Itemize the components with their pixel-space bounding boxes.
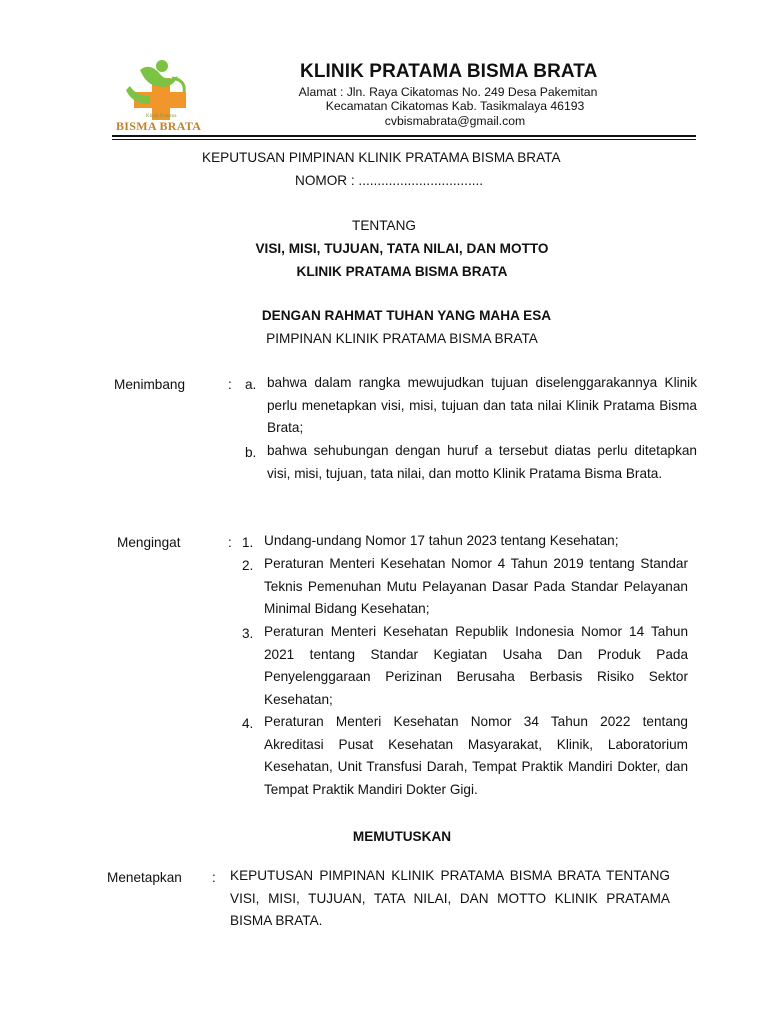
logo-name: BISMA BRATA (116, 119, 202, 133)
considering-label: Menimbang (114, 377, 186, 392)
recalling-marker-2: 2. (242, 558, 254, 573)
decree-authority: PIMPINAN KLINIK PRATAMA BISMA BRATA (266, 331, 538, 346)
recalling-item-1: Undang-undang Nomor 17 tahun 2023 tentang Kesehatan; (264, 533, 619, 548)
recalling-item-2: Peraturan Menteri Kesehatan Nomor 4 Tahun 2019 tentang Standar Teknis Pemenuhan Mutu Pelayanan Dasar Pada Standar Pelayanan Minimal Bidang Kesehatan; (264, 556, 688, 617)
recalling-marker-3: 3. (242, 626, 254, 641)
letterhead-rule-thin (112, 139, 696, 140)
decision-text: KEPUTUSAN PIMPINAN KLINIK PRATAMA BISMA BRATA TENTANG VISI, MISI, TUJUAN, TATA NILAI, DAN MOTTO KLINIK PRATAMA BISMA BRATA. (230, 868, 670, 929)
clinic-email: cvbismabrata@gmail.com (384, 114, 526, 128)
clinic-title: KLINIK PRATAMA BISMA BRATA (300, 61, 598, 82)
decree-about: TENTANG (352, 218, 416, 233)
decision-heading: MEMUTUSKAN (352, 829, 452, 844)
recalling-marker-4: 4. (242, 716, 254, 731)
recalling-item-3: Peraturan Menteri Kesehatan Republik Indonesia Nomor 14 Tahun 2021 tentang Standar Kegiatan Usaha Dan Produk Pada Penyelenggaraan Perizinan Berusaha Berbasis Risiko Sektor Kesehatan; (264, 624, 688, 707)
clinic-logo (112, 56, 220, 140)
considering-marker-a: a. (245, 377, 257, 392)
decision-colon: : (212, 870, 216, 885)
decree-heading: KEPUTUSAN PIMPINAN KLINIK PRATAMA BISMA BRATA (202, 150, 561, 165)
letterhead-rule-thick (112, 135, 696, 137)
logo-small-text: Klinik Pratama (146, 114, 177, 119)
recalling-colon: : (228, 535, 232, 550)
decree-subject-line2: KLINIK PRATAMA BISMA BRATA (296, 264, 508, 279)
decree-subject-line1: VISI, MISI, TUJUAN, TATA NILAI, DAN MOTTO (255, 241, 549, 256)
decision-label: Menetapkan (107, 870, 182, 885)
decree-grace: DENGAN RAHMAT TUHAN YANG MAHA ESA (261, 308, 552, 323)
considering-item-b: bahwa sehubungan dengan huruf a tersebut diatas perlu ditetapkan visi, misi, tujuan, tata nilai, dan motto Klinik Pratama Bisma Brata. (267, 443, 697, 481)
considering-item-a: bahwa dalam rangka mewujudkan tujuan diselenggarakannya Klinik perlu menetapkan visi, misi, tujuan dan tata nilai Klinik Pratama Bisma Brata; (267, 375, 697, 436)
considering-marker-b: b. (245, 445, 257, 460)
recalling-item-4: Peraturan Menteri Kesehatan Nomor 34 Tahun 2022 tentang Akreditasi Pusat Kesehatan Masyarakat, Klinik, Laboratorium Kesehatan, Unit Transfusi Darah, Tempat Praktik Mandiri Dokter, dan Tempat Praktik Mandiri Dokter Gigi. (264, 714, 688, 797)
clinic-address-line1: Alamat : Jln. Raya Cikatomas No. 249 Desa Pakemitan (298, 85, 598, 99)
clinic-address-line2: Kecamatan Cikatomas Kab. Tasikmalaya 46193 (325, 99, 585, 113)
recalling-marker-1: 1. (242, 535, 254, 550)
considering-colon: : (228, 377, 232, 392)
logo-figure-head (156, 60, 168, 72)
decree-number: NOMOR : ................................. (295, 173, 484, 188)
recalling-label: Mengingat (117, 535, 181, 550)
